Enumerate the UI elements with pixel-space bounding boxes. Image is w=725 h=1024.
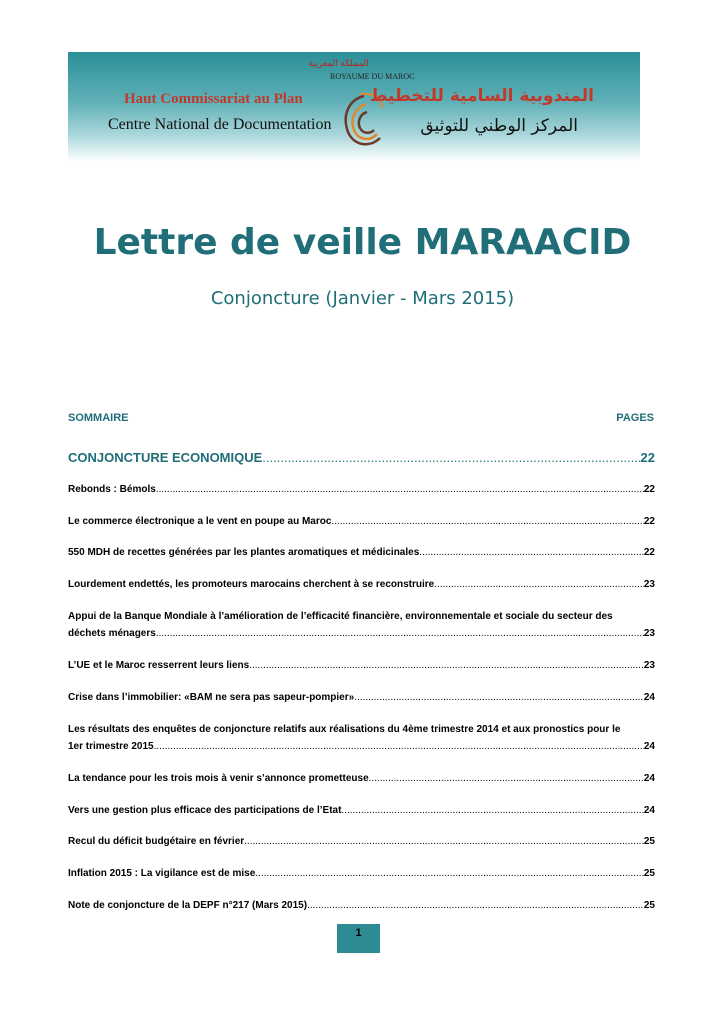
- toc-entry-label: Recul du déficit budgétaire en février: [68, 836, 245, 847]
- kingdom-arabic: المملكة المغربية: [308, 58, 369, 68]
- toc-section-label: CONJONCTURE ECONOMIQUE: [68, 450, 263, 465]
- toc-entry-label-line1: Les résultats des enquêtes de conjoncture relatifs aux réalisations du 4ème trimestre 2014 et aux pronostics pour le: [68, 724, 621, 735]
- toc-entry-label: La tendance pour les trois mois à venir s’annonce prometteuse: [68, 773, 369, 784]
- toc-entry[interactable]: [68, 611, 655, 639]
- toc-entry[interactable]: [68, 484, 655, 495]
- toc-leader: [262, 450, 640, 465]
- toc-section-page: 22: [640, 450, 655, 465]
- toc-entry-page: 23: [643, 628, 655, 639]
- toc-entry[interactable]: [68, 579, 655, 590]
- toc-entry-page: 22: [643, 547, 655, 558]
- toc-leader: [331, 516, 643, 527]
- toc-entry[interactable]: [68, 547, 655, 558]
- toc-entry[interactable]: [68, 660, 655, 671]
- toc-entry-page: 25: [643, 836, 655, 847]
- toc-leader: [434, 579, 644, 590]
- toc-entry-page: 25: [643, 900, 655, 911]
- org-name-fr: Haut Commissariat au Plan: [124, 91, 303, 107]
- toc-leader: [307, 900, 644, 911]
- toc-entry-label: L’UE et le Maroc resserrent leurs liens: [68, 660, 250, 671]
- toc-entry-page: 24: [643, 692, 655, 703]
- toc-leader: [156, 628, 644, 639]
- toc-entry[interactable]: [68, 805, 655, 816]
- toc-entry-page: 24: [643, 741, 655, 752]
- toc-entry[interactable]: [68, 900, 655, 911]
- toc-leader: [419, 547, 644, 558]
- toc-leader: [341, 805, 643, 816]
- page-number: 1: [337, 924, 380, 953]
- toc-entry-label: Vers une gestion plus efficace des participations de l’Etat: [68, 805, 342, 816]
- toc-entry-label: Lourdement endettés, les promoteurs marocains cherchent à se reconstruire: [68, 579, 435, 590]
- toc-heading: SOMMAIRE: [68, 412, 129, 424]
- toc-entry-page: 25: [643, 868, 655, 879]
- toc-entry[interactable]: [68, 724, 655, 752]
- toc-entry-label: Crise dans l’immobilier: «BAM ne sera pas sapeur-pompier»: [68, 692, 355, 703]
- toc-entry-label: Inflation 2015 : La vigilance est de mise: [68, 868, 256, 879]
- toc-leader: [354, 692, 644, 703]
- toc-leader: [244, 836, 644, 847]
- toc-leader: [154, 741, 644, 752]
- toc-section[interactable]: [68, 450, 655, 465]
- toc-entry-page: 22: [643, 516, 655, 527]
- header-banner: [68, 52, 640, 162]
- toc-entry-label: Rebonds : Bémols: [68, 484, 156, 495]
- toc-entry-page: 23: [643, 579, 655, 590]
- toc-entry[interactable]: [68, 692, 655, 703]
- document-subtitle: Conjoncture (Janvier - Mars 2015): [210, 288, 515, 309]
- center-name-fr: Centre National de Documentation: [108, 116, 332, 133]
- toc-entry[interactable]: [68, 836, 655, 847]
- kingdom-label: ROYAUME DU MAROC: [330, 72, 415, 81]
- toc-entry-label: déchets ménagers: [68, 628, 156, 639]
- toc-entry-label: 1er trimestre 2015: [68, 741, 154, 752]
- toc-entry-page: 22: [643, 484, 655, 495]
- org-name-ar: المندوبية السامية للتخطيط: [369, 86, 594, 106]
- toc-entry[interactable]: [68, 516, 655, 527]
- toc-entry[interactable]: [68, 868, 655, 879]
- toc-leader: [369, 773, 644, 784]
- toc-pages-heading: PAGES: [616, 412, 654, 424]
- toc-entry-page: 23: [643, 660, 655, 671]
- toc-entry-label-line1: Appui de la Banque Mondiale à l’amélioration de l’efficacité financière, environnementale et sociale du secteur des: [68, 611, 613, 622]
- toc-leader: [255, 868, 644, 879]
- toc-leader: [249, 660, 644, 671]
- center-name-ar: المركز الوطني للتوثيق: [420, 116, 578, 136]
- toc-entry-page: 24: [643, 805, 655, 816]
- toc-entry-label: Note de conjoncture de la DEPF n°217 (Mars 2015): [68, 900, 308, 911]
- toc-entry-label: 550 MDH de recettes générées par les plantes aromatiques et médicinales: [68, 547, 420, 558]
- document-title: Lettre de veille MARAACID: [93, 222, 632, 263]
- toc-entry-page: 24: [643, 773, 655, 784]
- toc-entry[interactable]: [68, 773, 655, 784]
- toc-leader: [156, 484, 644, 495]
- toc-entry-label: Le commerce électronique a le vent en poupe au Maroc: [68, 516, 332, 527]
